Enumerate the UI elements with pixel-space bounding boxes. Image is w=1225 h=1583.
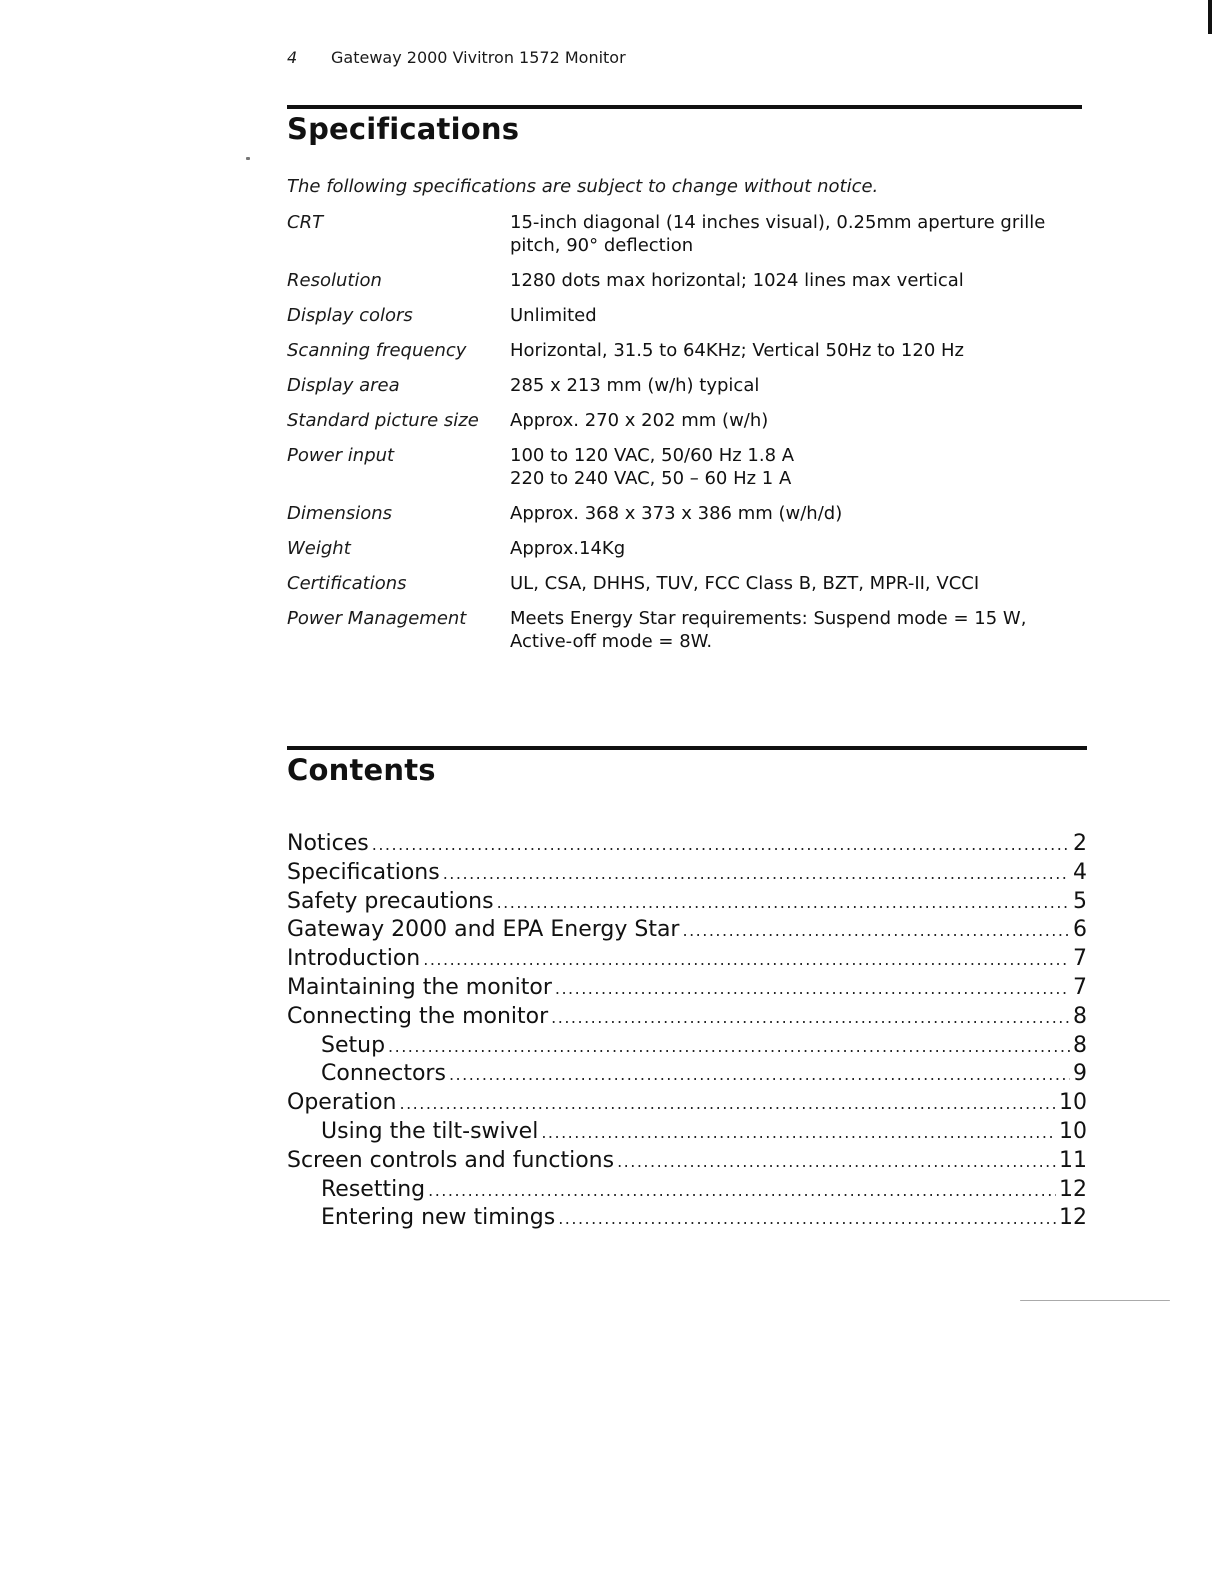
toc-entry-resetting[interactable]: [287, 1176, 1087, 1205]
toc-entry-safety-precautions[interactable]: [287, 888, 1087, 917]
scan-speck: [1020, 1300, 1170, 1301]
toc-entry-title: Screen controls and functions: [287, 1147, 615, 1173]
toc-entry-page: 6: [1073, 917, 1087, 943]
spec-row: [287, 537, 1077, 560]
spec-value-line: 220 to 240 VAC, 50 – 60 Hz 1 A: [510, 468, 792, 489]
toc-dot-leader: [541, 1119, 1056, 1148]
toc-entry-tilt-swivel[interactable]: [287, 1118, 1087, 1147]
spec-row: [287, 572, 1077, 595]
running-header: [287, 48, 626, 67]
spec-value: 1280 dots max horizontal; 1024 lines max vertical: [510, 270, 964, 291]
toc-dot-leader: [399, 1090, 1056, 1119]
toc-entry-new-timings[interactable]: [287, 1204, 1087, 1233]
toc-entry-page: 4: [1073, 859, 1087, 885]
spec-row: [287, 211, 1077, 257]
specifications-intro: The following specifications are subject to change without notice.: [287, 176, 879, 197]
spec-value: Unlimited: [510, 305, 597, 326]
toc-dot-leader: [558, 1205, 1056, 1234]
spec-label: Certifications: [287, 573, 407, 594]
toc-entry-page: 12: [1059, 1176, 1087, 1202]
toc-dot-leader: [443, 860, 1070, 889]
toc-entry-page: 10: [1059, 1118, 1087, 1144]
table-of-contents: [287, 830, 1087, 1233]
toc-entry-specifications[interactable]: [287, 859, 1087, 888]
spec-value-line: Active-off mode = 8W.: [510, 631, 713, 652]
toc-entry-title: Using the tilt-swivel: [321, 1118, 539, 1144]
toc-dot-leader: [449, 1061, 1070, 1090]
toc-entry-title: Operation: [287, 1090, 397, 1116]
toc-entry-title: Setup: [321, 1032, 386, 1058]
running-title: Gateway 2000 Vivitron 1572 Monitor: [331, 48, 626, 67]
spec-value: 285 x 213 mm (w/h) typical: [510, 375, 760, 396]
toc-entry-page: 10: [1059, 1090, 1087, 1116]
toc-dot-leader: [682, 917, 1070, 946]
toc-entry-energy-star[interactable]: [287, 916, 1087, 945]
toc-dot-leader: [497, 889, 1070, 918]
spec-row: [287, 304, 1077, 327]
spec-row: [287, 444, 1077, 490]
spec-label: CRT: [287, 212, 324, 233]
toc-dot-leader: [555, 975, 1070, 1004]
toc-entry-title: Entering new timings: [321, 1205, 556, 1231]
spec-value: Approx.14Kg: [510, 538, 626, 559]
toc-entry-page: 8: [1073, 1003, 1087, 1029]
spec-row: [287, 502, 1077, 525]
toc-entry-introduction[interactable]: [287, 945, 1087, 974]
toc-dot-leader: [551, 1004, 1070, 1033]
toc-entry-page: 5: [1073, 888, 1087, 914]
toc-dot-leader: [372, 831, 1070, 860]
spec-label: Resolution: [287, 270, 382, 291]
spec-value: [510, 444, 1077, 490]
section-rule: [287, 746, 1087, 750]
spec-label: Dimensions: [287, 503, 393, 524]
toc-entry-title: Gateway 2000 and EPA Energy Star: [287, 917, 680, 943]
toc-entry-title: Notices: [287, 831, 369, 856]
toc-dot-leader: [388, 1033, 1070, 1062]
spec-label: Display colors: [287, 305, 413, 326]
spec-label: Display area: [287, 375, 400, 396]
page-number: 4: [287, 48, 298, 67]
toc-dot-leader: [617, 1148, 1056, 1177]
toc-entry-page: 11: [1059, 1147, 1087, 1173]
toc-dot-leader: [423, 946, 1070, 975]
toc-entry-maintaining[interactable]: [287, 974, 1087, 1003]
toc-entry-title: Safety precautions: [287, 888, 494, 914]
toc-entry-page: 2: [1073, 831, 1087, 856]
spec-label: Standard picture size: [287, 410, 479, 431]
spec-value: UL, CSA, DHHS, TUV, FCC Class B, BZT, MPR-II, VCCI: [510, 573, 980, 594]
toc-entry-page: 9: [1073, 1061, 1087, 1087]
toc-entry-title: Specifications: [287, 859, 440, 885]
spec-value: Horizontal, 31.5 to 64KHz; Vertical 50Hz to 120 Hz: [510, 340, 964, 361]
toc-entry-setup[interactable]: [287, 1032, 1087, 1061]
toc-entry-page: 12: [1059, 1205, 1087, 1231]
toc-entry-title: Resetting: [321, 1176, 426, 1202]
toc-entry-title: Introduction: [287, 946, 421, 972]
scan-speck: [246, 157, 250, 160]
spec-value-line: 100 to 120 VAC, 50/60 Hz 1.8 A: [510, 445, 795, 466]
specifications-table: [287, 211, 1077, 665]
spec-value: Approx. 368 x 373 x 386 mm (w/h/d): [510, 503, 843, 524]
spec-label: Power input: [287, 445, 395, 466]
spec-label: Weight: [287, 538, 351, 559]
section-rule: [287, 105, 1082, 109]
toc-entry-page: 7: [1073, 946, 1087, 972]
spec-value-line: Meets Energy Star requirements: Suspend mode = 15 W,: [510, 608, 1027, 629]
spec-row: [287, 607, 1077, 653]
spec-value: 15-inch diagonal (14 inches visual), 0.25mm aperture grille pitch, 90° deflection: [510, 212, 1046, 256]
section-title-specifications: Specifications: [287, 112, 520, 146]
toc-entry-title: Maintaining the monitor: [287, 974, 552, 1000]
section-title-contents: Contents: [287, 753, 436, 787]
spec-row: [287, 374, 1077, 397]
scan-edge-mark: [1208, 0, 1212, 34]
toc-entry-operation[interactable]: [287, 1089, 1087, 1118]
toc-entry-connectors[interactable]: [287, 1060, 1087, 1089]
toc-entry-notices[interactable]: [287, 830, 1087, 859]
toc-entry-title: Connectors: [321, 1061, 446, 1087]
toc-dot-leader: [428, 1177, 1056, 1206]
spec-row: [287, 269, 1077, 292]
spec-row: [287, 409, 1077, 432]
spec-label: Scanning frequency: [287, 340, 467, 361]
spec-value: [510, 607, 1077, 653]
toc-entry-page: 8: [1073, 1032, 1087, 1058]
spec-value: Approx. 270 x 202 mm (w/h): [510, 410, 769, 431]
spec-label: Power Management: [287, 608, 467, 629]
spec-row: [287, 339, 1077, 362]
toc-entry-connecting[interactable]: [287, 1003, 1087, 1032]
toc-entry-page: 7: [1073, 974, 1087, 1000]
toc-entry-screen-controls[interactable]: [287, 1147, 1087, 1176]
toc-entry-title: Connecting the monitor: [287, 1003, 549, 1029]
